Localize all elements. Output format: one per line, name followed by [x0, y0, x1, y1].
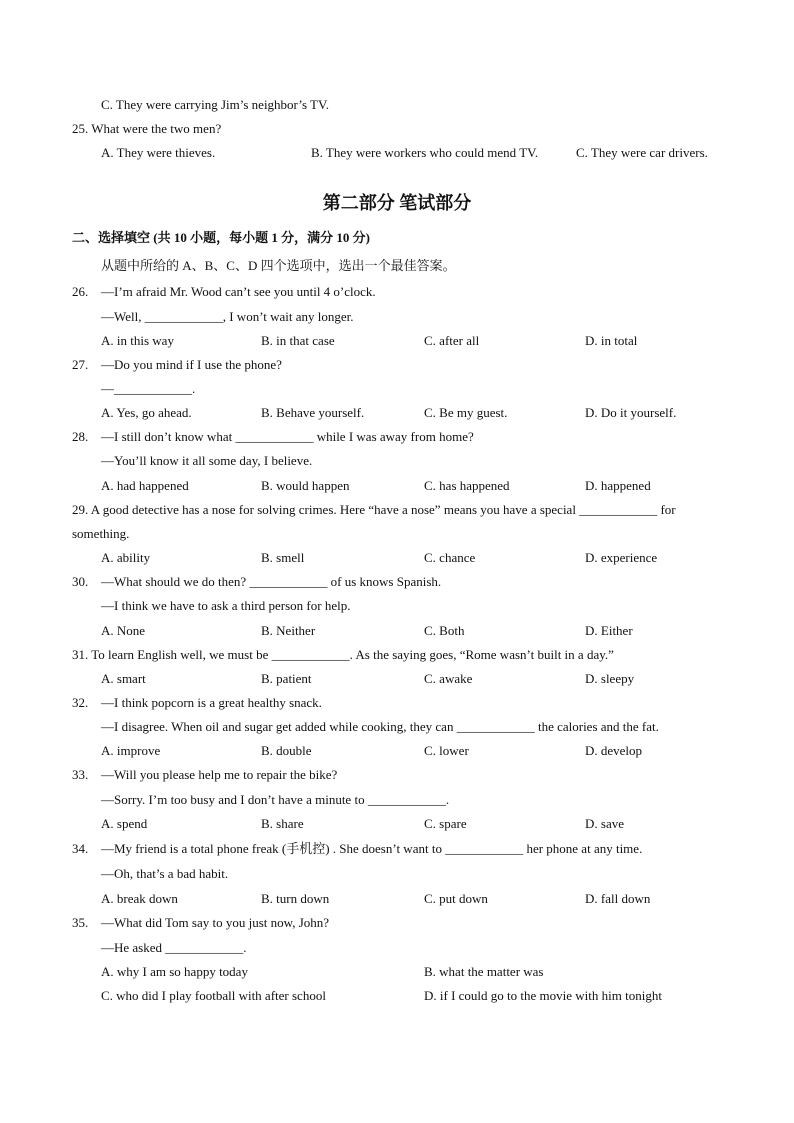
q33-option-c: C. spare [424, 816, 467, 831]
q34-line2: —Oh, that’s a bad habit. [101, 866, 229, 881]
q29-option-b: B. smell [261, 550, 305, 565]
q34-option-b: B. turn down [261, 891, 330, 906]
q27-number: 27. [72, 357, 89, 372]
q32-number: 32. [72, 695, 89, 710]
q30-option-d: D. Either [585, 623, 633, 638]
q31-option-c: C. awake [424, 671, 473, 686]
q33-option-d: D. save [585, 816, 624, 831]
q32-line1: —I think popcorn is a great healthy snack. [101, 695, 322, 710]
q34-number: 34. [72, 841, 89, 856]
q33-option-a: A. spend [101, 816, 148, 831]
q28-line2: —You’ll know it all some day, I believe. [101, 453, 313, 468]
q29-option-a: A. ability [101, 550, 151, 565]
q32-line2: —I disagree. When oil and sugar get added while cooking, they can ____________ the calories and the fat. [101, 719, 659, 734]
q26-option-d: D. in total [585, 333, 638, 348]
q25-option-c: C. They were car drivers. [576, 145, 708, 160]
part-title: 第二部分 笔试部分 [322, 193, 472, 213]
q35-line2: —He asked ____________. [101, 940, 247, 955]
q29-line2: something. [72, 526, 130, 541]
q26-option-c: C. after all [424, 333, 480, 348]
q26-option-a: A. in this way [101, 333, 174, 348]
q32-option-b: B. double [261, 743, 312, 758]
q33-option-b: B. share [261, 816, 304, 831]
q35-number: 35. [72, 915, 89, 930]
q35-option-a: A. why I am so happy today [101, 964, 248, 979]
q27-option-d: D. Do it yourself. [585, 405, 677, 420]
q35-option-d: D. if I could go to the movie with him tonight [424, 988, 662, 1003]
q34-option-c: C. put down [424, 891, 488, 906]
q31-line1: 31. To learn English well, we must be ____________. As the saying goes, “Rome wasn’t built in a day.” [72, 647, 614, 662]
q30-option-c: C. Both [424, 623, 465, 638]
q27-option-b: B. Behave yourself. [261, 405, 365, 420]
q25-stem: 25. What were the two men? [72, 121, 222, 136]
q27-option-c: C. Be my guest. [424, 405, 508, 420]
q32-option-c: C. lower [424, 743, 469, 758]
q35-option-b: B. what the matter was [424, 964, 544, 979]
q26-line1: —I’m afraid Mr. Wood can’t see you until 4 o’clock. [101, 284, 376, 299]
q34-option-a: A. break down [101, 891, 178, 906]
q25-option-a: A. They were thieves. [101, 145, 216, 160]
q30-option-b: B. Neither [261, 623, 316, 638]
q33-line2: —Sorry. I’m too busy and I don’t have a minute to ____________. [101, 792, 450, 807]
q31-option-b: B. patient [261, 671, 312, 686]
q24-option-c: C. They were carrying Jim’s neighbor’s TV. [101, 97, 329, 112]
q33-line1: —Will you please help me to repair the bike? [101, 767, 338, 782]
q25-option-b: B. They were workers who could mend TV. [311, 145, 539, 160]
q26-option-b: B. in that case [261, 333, 335, 348]
q28-line1: —I still don’t know what ____________ while I was away from home? [101, 429, 474, 444]
q30-line1: —What should we do then? ____________ of us knows Spanish. [101, 574, 442, 589]
q33-number: 33. [72, 767, 89, 782]
section-heading: 二、选择填空 (共 10 小题，每小题 1 分，满分 10 分) [72, 230, 370, 245]
q35-line1: —What did Tom say to you just now, John? [101, 915, 330, 930]
q31-option-d: D. sleepy [585, 671, 635, 686]
q35-option-c: C. who did I play football with after school [101, 988, 326, 1003]
q27-option-a: A. Yes, go ahead. [101, 405, 192, 420]
q26-number: 26. [72, 284, 89, 299]
q32-option-d: D. develop [585, 743, 643, 758]
q31-option-a: A. smart [101, 671, 146, 686]
q30-option-a: A. None [101, 623, 146, 638]
q28-option-b: B. would happen [261, 478, 350, 493]
q30-number: 30. [72, 574, 89, 589]
q29-option-d: D. experience [585, 550, 658, 565]
q28-option-d: D. happened [585, 478, 651, 493]
q30-line2: —I think we have to ask a third person for help. [101, 598, 351, 613]
section-instruction: 从题中所给的 A、B、C、D 四个选项中，选出一个最佳答案。 [101, 258, 456, 273]
q34-option-d: D. fall down [585, 891, 651, 906]
q29-option-c: C. chance [424, 550, 476, 565]
q28-number: 28. [72, 429, 89, 444]
q34-line1: —My friend is a total phone freak (手机控) . She doesn’t want to ____________ her phone at any time. [101, 841, 643, 856]
q27-line2: —____________. [101, 381, 196, 396]
q32-option-a: A. improve [101, 743, 161, 758]
q28-option-a: A. had happened [101, 478, 189, 493]
q29-line1: 29. A good detective has a nose for solving crimes. Here “have a nose” means you have a special ____________ for [72, 502, 676, 517]
q26-line2: —Well, ____________, I won’t wait any longer. [101, 309, 354, 324]
q28-option-c: C. has happened [424, 478, 510, 493]
q27-line1: —Do you mind if I use the phone? [101, 357, 282, 372]
